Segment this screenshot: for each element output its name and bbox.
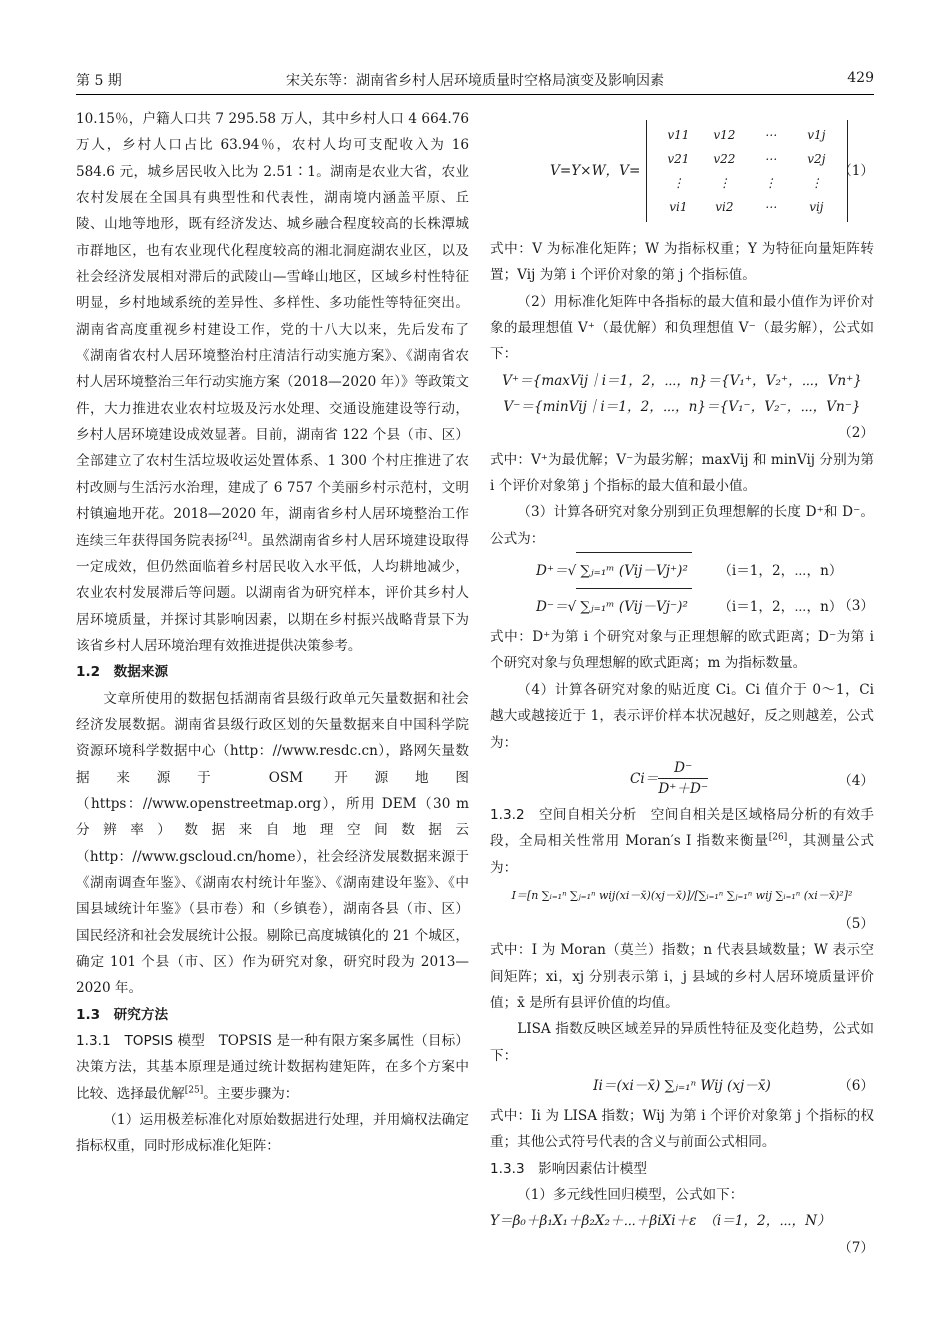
matrix-cell: v12 <box>713 128 736 142</box>
equation-3b-condition: （i＝1，2，⋯，n） <box>718 599 843 616</box>
equation-2-number: （2） <box>838 425 874 442</box>
issue-number: 第 5 期 <box>76 73 122 89</box>
equation-3a-condition: （i＝1，2，⋯，n） <box>718 563 843 580</box>
paragraph-eq6-explain: 式中：Ii 为 LISA 指数；Wij 为第 i 个评价对象第 j 个指标的权重；其他公式符号代表的含义与前面公式相同。 <box>490 1107 874 1151</box>
equation-3b <box>490 588 874 624</box>
paragraph-step-3: （3）计算各研究对象分别到正负理想解的长度 D⁺和 D⁻。公式为： <box>490 504 874 547</box>
left-column <box>76 106 469 1160</box>
equation-3-number: （3） <box>838 598 874 615</box>
matrix-cell: v21 <box>667 152 690 166</box>
citation-24: [24] <box>228 531 248 542</box>
equation-2a: V⁺＝{maxVij｜i＝1，2，⋯，n}＝{V₁⁺，V₂⁺，⋯，Vn⁺} <box>502 372 862 389</box>
matrix-cell: ⋮ <box>672 176 685 190</box>
equation-5-number: （5） <box>838 915 874 932</box>
section-1-2-heading: 1.2 数据来源 <box>76 664 169 681</box>
equation-4-numerator: D⁻ <box>658 758 708 779</box>
equation-3b-radicand: ∑ⱼ₌₁ᵐ (Vij－Vj⁻)² <box>576 588 692 625</box>
matrix-cell: ⋮ <box>764 176 777 190</box>
equation-3a <box>490 552 874 588</box>
sqrt-sign-icon: √ <box>567 599 577 616</box>
paragraph-step-4: （4）计算各研究对象的贴近度 Ci。Ci 值介于 0～1，Ci 越大或越接近于 1，表示评价样本状况越好，反之则越差，公式为： <box>490 681 874 751</box>
matrix-cell: v22 <box>713 152 736 166</box>
subsection-1-3-3-heading: 1.3.3 影响因素估计模型 <box>490 1160 647 1177</box>
equation-6-body: Ii＝(xi－x̄) ∑ⱼ₌₁ⁿ Wij (xj－x̄) <box>593 1077 771 1094</box>
page-number: 429 <box>847 70 874 86</box>
page-header <box>76 62 874 95</box>
right-column <box>490 106 874 1261</box>
equation-1-lhs: V=Y×W，V= <box>550 162 641 179</box>
paragraph-intro-text: 10.15％，户籍人口共 7 295.58 万人，其中乡村人口 4 664.76万人，乡村人口占比 63.94％，农村人均可支配收入为 16 584.6 元，城乡居民收入比为 2.51∶1。湖南是农业大省，农业农村发展在全国具有典型性和代表性，湖南境内涵盖平原、丘陵、山地等地形，既有经济发达、城乡融合程度较高的长株潭城市群地区，也有农业现代化程度较高的湘北洞庭湖农业区，以及社会经济发展相对滞后的武陵山—雪峰山地区，区域乡村性特征明显，乡村地域系统的差异性、多样性、多功能性等特征突出。湖南省高度重视乡村建设工作，党的十八大以来，先后发布了《湖南省农村人居环境整治村庄清洁行动实施方案》、《湖南省农村人居环境整治三年行动实施方案（2018—2020 年）》等政策文件，大力推进农业农村垃圾及污水处理、交通设施建设等行动，乡村人居环境建设成效显著。目前，湖南省 122 个县（市、区）全部建立了农村生活垃圾收运处置体系、1 300 个村庄推进了农村改厕与生活污水治理，建成了 6 757 个美丽乡村示范村，文明村镇遍地开花。2018—2020 年，湖南省乡村人居环境整治工作连续三年获得国务院表扬 <box>76 111 469 549</box>
equation-3b-lhs: D⁻＝ <box>536 599 568 616</box>
paragraph-lisa: LISA 指数反映区域差异的异质性特征及变化趋势，公式如下： <box>490 1021 874 1064</box>
equation-4-number: （4） <box>838 772 874 789</box>
equation-6-number: （6） <box>838 1077 874 1094</box>
section-1-3-heading: 1.3 研究方法 <box>76 1006 169 1023</box>
paragraph-spatial-autocorr-tail: ，其测量公式为： <box>490 833 875 876</box>
equation-7: Y＝β₀＋β₁X₁＋β₂X₂＋⋯＋βiXi＋ε （i＝1，2，⋯，N） <box>490 1213 831 1230</box>
equation-1-number: （1） <box>838 163 874 179</box>
paragraph-step-1: （1）运用极差标准化对原始数据进行处理，并用熵权法确定指标权重，同时形成标准化矩阵： <box>76 1112 469 1155</box>
equation-4 <box>490 756 874 802</box>
paragraph-eq5-explain: 式中：I 为 Moran（莫兰）指数；n 代表县域数量；W 表示空间矩阵；xi，xj 分别表示第 i，j 县域的乡村人居环境质量评价值；x̄ 是所有县评价值的均值。 <box>490 942 874 1011</box>
equation-1 <box>490 106 874 236</box>
equation-3a-radicand: ∑ⱼ₌₁ᵐ (Vij－Vj⁺)² <box>576 552 692 589</box>
matrix-cell: vij <box>809 200 824 214</box>
paragraph-topsis-text: TOPSIS 是一种有限方案多属性（目标）决策方法，其基本原理是通过统计数据构建矩阵，在多个方案中比较、选择最优解 <box>76 1033 469 1102</box>
matrix-cell: vi1 <box>669 200 688 214</box>
matrix-cell: v11 <box>667 128 690 142</box>
matrix-cell: ⋮ <box>810 176 823 190</box>
subsection-1-3-2-heading: 1.3.2 空间自相关分析 <box>490 806 637 823</box>
paragraph-spatial-autocorr-text: 空间自相关是区域格局分析的有效手段，全局相关性常用 Moran′s I 指数来衡量 <box>490 806 874 850</box>
subsection-1-3-1-heading: 1.3.1 TOPSIS 模型 <box>76 1033 205 1050</box>
paragraph-eq1-explain: 式中：V 为标准化矩阵；W 为指标权重；Y 为特征向量矩阵转置；Vij 为第 i 个评价对象的第 j 个指标值。 <box>490 241 874 284</box>
matrix-cell: v1j <box>807 128 826 142</box>
paragraph-topsis-tail: 。主要步骤为： <box>203 1085 299 1102</box>
paragraph-spatial-autocorr <box>490 802 874 881</box>
paragraph-eq2-explain: 式中：V⁺为最优解；V⁻为最劣解；maxVij 和 minVij 分别为第 i 个评价对象第 j 个指标的最大值和最小值。 <box>490 451 874 495</box>
paragraph-intro-tail: 。虽然湖南省乡村人居环境建设取得一定成效，但仍然面临着乡村居民收入水平低，人均耕地减少，农业农村发展滞后等问题。以湖南省为研究样本，评价其乡村人居环境质量，并探讨其影响因素，以期在乡村振兴战略背景下为该省乡村人居环境治理有效推进提供决策参考。 <box>76 532 470 654</box>
citation-26: [26] <box>768 832 788 843</box>
equation-3a-lhs: D⁺＝ <box>536 563 568 580</box>
equation-4-lhs: Ci＝ <box>630 770 659 787</box>
matrix-cell: ⋯ <box>764 200 777 214</box>
paragraph-intro <box>76 106 469 659</box>
equation-2b: V⁻＝{minVij｜i＝1，2，⋯，n}＝{V₁⁻，V₂⁻，⋯，Vn⁻} <box>503 399 861 416</box>
equation-4-fraction <box>658 758 708 799</box>
paragraph-eq3-explain: 式中：D⁺为第 i 个研究对象与正理想解的欧式距离；D⁻为第 i 个研究对象与负理想解的欧式距离；m 为指标数量。 <box>490 629 874 672</box>
citation-25: [25] <box>184 1085 204 1096</box>
paragraph-step-2: （2）用标准化矩阵中各指标的最大值和最小值作为评价对象的最理想值 V⁺（最优解）和负理想值 V⁻（最劣解），公式如下： <box>490 293 874 363</box>
equation-5: I＝[n ∑ᵢ₌₁ⁿ ∑ⱼ₌₁ⁿ wij(xi－x̄)(xj－x̄)]/[∑ᵢ₌₁ⁿ ∑ⱼ₌₁ⁿ wij ∑ᵢ₌₁ⁿ (xi－x̄)²]² <box>511 888 853 902</box>
paragraph-topsis <box>76 1028 469 1107</box>
matrix-cell: ⋮ <box>718 176 731 190</box>
sqrt-sign-icon: √ <box>567 563 577 580</box>
matrix-cell: ⋯ <box>764 128 777 142</box>
equation-6 <box>490 1069 874 1103</box>
matrix-cell: vi2 <box>715 200 734 214</box>
matrix-cell: v2j <box>807 152 826 166</box>
paragraph-data-source: 文章所使用的数据包括湖南省县级行政单元矢量数据和社会经济发展数据。湖南省县级行政区划的矢量数据来自中国科学院资源环境科学数据中心（http：//www.resdc.cn），路网矢量数据来源于 OSM 开源地图（https：//www.openstreetmap.org），所用 DEM（30 m 分辨率）数据来自地理空间数据云（http：//www.gscloud.cn/home），社会经济发展数据来源于《湖南调查年鉴》、《湖南农村统计年鉴》、《湖南建设年鉴》、《中国县域统计年鉴》（县市卷）和（乡镇卷），湖南各县（市、区）国民经济和社会发展统计公报。剔除已高度城镇化的 21 个城区，确定 101 个县（市、区）作为研究对象，研究时段为 2013—2020 年。 <box>76 690 469 997</box>
paragraph-regression: （1）多元线性回归模型，公式如下： <box>517 1186 744 1203</box>
equation-7-number: （7） <box>838 1239 874 1256</box>
standardized-matrix <box>646 120 848 222</box>
running-title: 宋关东等：湖南省乡村人居环境质量时空格局演变及影响因素 <box>286 73 664 89</box>
equation-4-denominator: D⁺＋D⁻ <box>658 781 709 798</box>
matrix-cell: ⋯ <box>764 152 777 166</box>
